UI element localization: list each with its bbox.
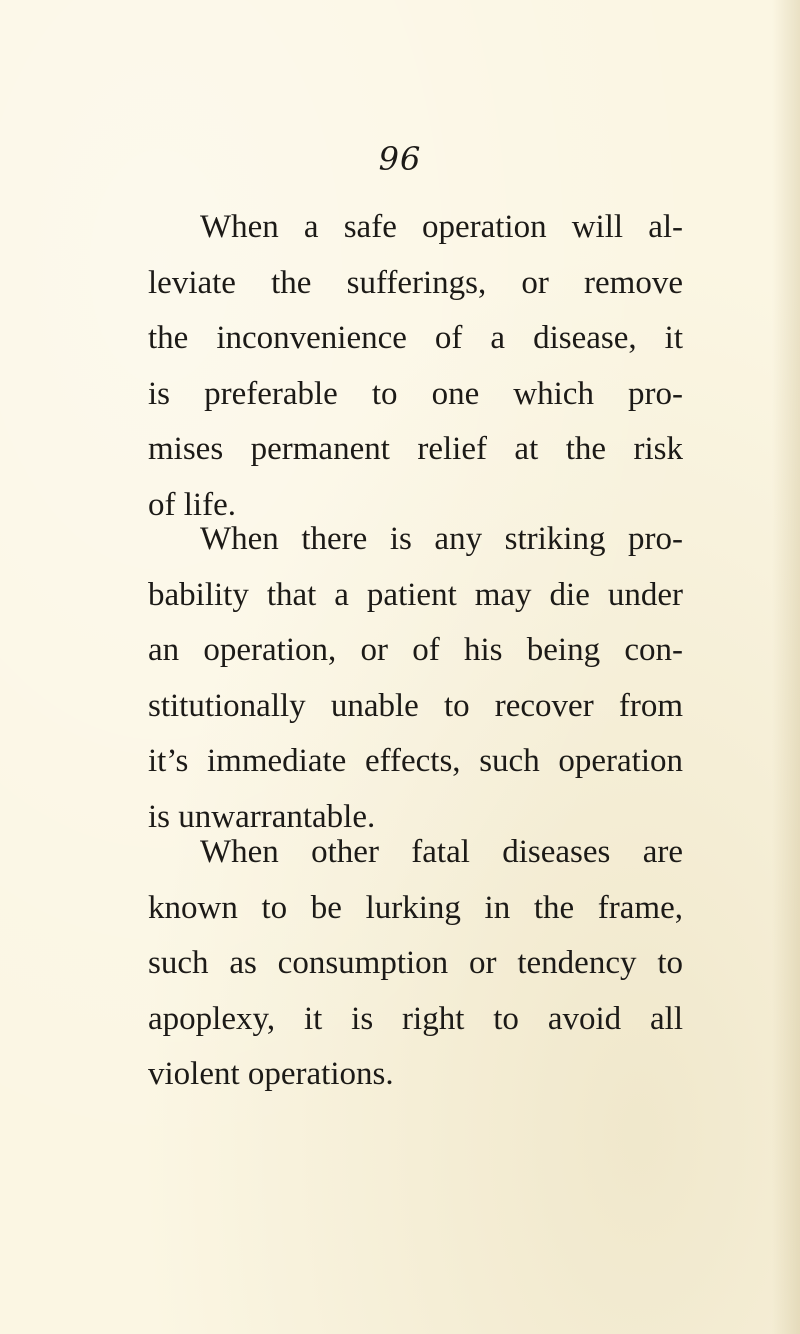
paragraph-line: such as consumption or tendency to — [148, 945, 683, 981]
paragraph-line: When other fatal diseases are — [200, 834, 683, 870]
paragraph-line: it’s immediate effects, such operation — [148, 743, 683, 779]
paragraph-line: When a safe operation will al- — [200, 209, 683, 245]
page-number: 96 — [378, 140, 422, 178]
paragraph-line: When there is any striking pro- — [200, 521, 683, 557]
paragraph-line: violent operations. — [148, 1056, 394, 1092]
paragraph-line: is preferable to one which pro- — [148, 375, 683, 412]
paragraph-line: the inconvenience of a disease, it — [148, 320, 683, 356]
paragraph-2 — [148, 512, 683, 845]
paragraph-1 — [148, 200, 683, 533]
paragraph-line: an operation, or of his being con- — [148, 632, 683, 668]
paragraph-line: mises permanent relief at the risk — [148, 431, 683, 467]
paragraph-3 — [148, 825, 683, 1103]
paragraph-line: known to be lurking in the frame, — [148, 889, 683, 926]
paragraph-line: bability that a patient may die under — [148, 576, 683, 613]
paragraph-line: apoplexy, it is right to avoid all — [148, 1000, 683, 1037]
page-edge-shadow — [772, 0, 800, 1334]
paragraph-line: of life. — [148, 486, 236, 523]
paragraph-line: stitutionally unable to recover from — [148, 687, 683, 724]
paragraph-line: is unwarrantable. — [148, 798, 376, 835]
paragraph-line: leviate the sufferings, or remove — [148, 264, 683, 301]
